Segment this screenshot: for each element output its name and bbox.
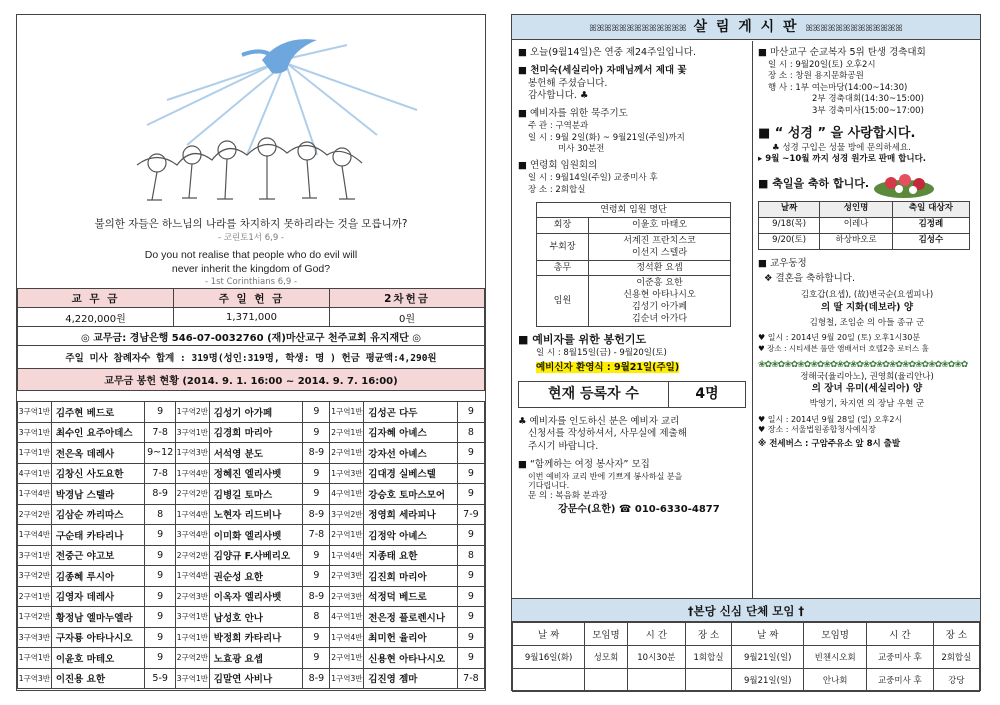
donor-months: 9 (145, 627, 176, 648)
donor-name: 김주현 베드로 (51, 402, 145, 423)
donor-name: 김대경 실베스텔 (364, 463, 458, 484)
schedule-cell (627, 669, 685, 692)
officer-row (537, 233, 731, 260)
schedule-table (512, 622, 980, 692)
donor-months: 9 (145, 566, 176, 587)
donor-name: 강승호 토마스모어 (364, 484, 458, 505)
donor-district: 1구역3반 (175, 443, 209, 464)
offering-header-sunday: 주 일 헌 금 (174, 289, 330, 308)
cover-illustration (17, 15, 485, 287)
donor-row (18, 504, 485, 525)
donor-district: 2구역1반 (330, 648, 364, 669)
donor-name: 서석영 분도 (209, 443, 303, 464)
donor-district: 2구역3반 (175, 586, 209, 607)
schedule-cell (513, 669, 585, 692)
donor-district: 2구역1반 (330, 443, 364, 464)
donor-months: 7-8 (145, 463, 176, 484)
schedule-cell: 2회합실 (933, 646, 979, 669)
feast-row (759, 233, 970, 249)
donor-months: 9 (457, 402, 484, 423)
schedule-header: 모임명 (585, 623, 627, 646)
left-page (16, 14, 486, 691)
offering-value-sunday: 1,371,000 (174, 308, 330, 327)
notice-bible-1: ♣ 성경 구입은 성물 방에 문의하세요. (772, 142, 911, 153)
donor-months: 9 (303, 545, 330, 566)
donor-months: 9 (457, 525, 484, 546)
offering-value-dues: 4,220,000원 (18, 308, 174, 327)
donor-name: 김경희 마리아 (209, 422, 303, 443)
notice-bible-2: ▸ 9월 ~10월 까지 성경 원가로 판매 합니다. (758, 154, 927, 165)
donor-months: 7-8 (457, 668, 484, 689)
officer-names: 이준흥 요한 신용현 아타나시오 김성기 아가페 김순녀 아가다 (589, 275, 731, 327)
donor-name: 최미헌 율리아 (364, 627, 458, 648)
feast-saint: 이레나 (820, 217, 893, 233)
donor-district: 2구역2반 (175, 484, 209, 505)
schedule-header: 날 짜 (732, 623, 804, 646)
schedule-row (513, 646, 980, 669)
donor-months: 8-9 (303, 668, 330, 689)
donor-name: 최수인 요주아데스 (51, 422, 145, 443)
notice-volunteer-1: 이번 예비자 교리 반에 기쁘게 봉사하실 분을 (528, 471, 683, 481)
donor-district: 3구역1반 (175, 607, 209, 628)
offering-table (17, 288, 485, 391)
donor-months: 8 (457, 545, 484, 566)
donor-district: 1구역4반 (175, 566, 209, 587)
wedding2-bride-parents: 정해국(율리아노), 권영희(율리안나) (800, 371, 934, 382)
scripture-ref-korean: - 코린토1서 6,9 - (217, 233, 284, 243)
feast-table (758, 201, 970, 250)
donor-district: 1구역1반 (18, 648, 52, 669)
right-page (511, 14, 981, 691)
schedule-cell: 안나회 (804, 669, 867, 692)
donor-months: 9 (457, 648, 484, 669)
donor-row (18, 586, 485, 607)
notice-martyrs-date: 일 시 : 9월20일(토) 오후2시 (768, 59, 876, 70)
notice-martyrs-part2: 2부 경축대회(14:30~15:00) (812, 94, 924, 105)
donor-name: 김종혜 루시아 (51, 566, 145, 587)
notice-wedding: ❖ 결혼을 축하합니다. (764, 273, 855, 285)
schedule-cell (685, 669, 731, 692)
schedule-cell: 교중미사 후 (867, 646, 934, 669)
bank-account: ◎ 교무금: 경남은행 546-07-0032760 (재)마산교구 천주교회 유지재단 ◎ (18, 327, 485, 346)
notice-meeting-date: 일 시 : 9월14일(주일) 교중미사 후 (528, 173, 658, 184)
scripture-quote-korean: 불의한 자들은 하느님의 나라를 차지하지 못하리라는 것을 모릅니까? (94, 218, 408, 230)
donor-months: 8 (303, 607, 330, 628)
donor-name: 정혜진 엘리사벳 (209, 463, 303, 484)
offering-header-second: 2차헌금 (330, 289, 485, 308)
donor-months: 9 (145, 586, 176, 607)
notice-guide-3: 주시기 바랍니다. (528, 441, 599, 453)
welcome-ceremony-highlight: 예비신자 환영식 : 9월21일(주일) (536, 361, 680, 373)
schedule-header: 장 소 (685, 623, 731, 646)
donor-name: 강자선 아녜스 (364, 443, 458, 464)
donor-row (18, 443, 485, 464)
bulletin-right-column (758, 47, 976, 451)
donor-name: 정영희 세라피나 (364, 504, 458, 525)
donor-name: 전중근 야고보 (51, 545, 145, 566)
notice-martyrs-part3: 3부 경축미사(15:00~17:00) (812, 105, 924, 116)
donor-name: 이윤호 마테오 (51, 648, 145, 669)
schedule-header: 날 짜 (513, 623, 585, 646)
donor-months: 9 (303, 566, 330, 587)
schedule-cell: 1회합실 (685, 646, 731, 669)
donor-district: 3구역2반 (330, 504, 364, 525)
donor-name: 김창신 사도요한 (51, 463, 145, 484)
donor-name: 김말연 사비나 (209, 668, 303, 689)
donor-row (18, 422, 485, 443)
officer-role: 회장 (537, 218, 589, 233)
donor-row (18, 648, 485, 669)
notice-volunteer-contact: 문 의 : 복음화 분과장 (528, 491, 608, 502)
donor-district: 2구역2반 (18, 504, 52, 525)
donor-months: 9 (457, 627, 484, 648)
schedule-cell: 9월21일(일) (732, 669, 804, 692)
bulletin-title: 살 림 게 시 판 (693, 19, 799, 35)
scripture-quote-english-1: Do you not realise that people who do evil will (144, 249, 358, 261)
bulletin-left-column (518, 47, 746, 516)
donor-months: 8 (457, 422, 484, 443)
officer-row (537, 275, 731, 327)
donor-district: 2구역2반 (175, 648, 209, 669)
schedule-cell: 교중미사 후 (867, 669, 934, 692)
donor-row (18, 566, 485, 587)
donor-name: 구순태 카타리나 (51, 525, 145, 546)
notice-flowers-2: 봉헌해 주셨습니다. (528, 77, 608, 89)
donor-name: 남성호 안나 (209, 607, 303, 628)
feast-date: 9/20(토) (759, 233, 820, 249)
schedule-cell: 강당 (933, 669, 979, 692)
donor-district: 3구역1반 (18, 545, 52, 566)
officer-row (537, 218, 731, 233)
donor-name: 황정남 엘마누엘라 (51, 607, 145, 628)
donor-name: 김삼순 까리따스 (51, 504, 145, 525)
donor-district: 3구역3반 (18, 627, 52, 648)
donor-months: 8 (145, 504, 176, 525)
officer-names: 이윤호 마태오 (589, 218, 731, 233)
donor-name: 권순성 요한 (209, 566, 303, 587)
donor-months: 9 (303, 627, 330, 648)
donor-district: 3구역1반 (18, 402, 52, 423)
officer-table-title: 연령회 임원 명단 (537, 203, 731, 218)
schedule-cell: 빈첸시오회 (804, 646, 867, 669)
donor-row (18, 668, 485, 689)
donor-name: 신용현 아타나시오 (364, 648, 458, 669)
donor-months: 5-9 (145, 668, 176, 689)
donor-name: 김자혜 아녜스 (364, 422, 458, 443)
donor-months: 7-9 (457, 504, 484, 525)
schedule-cell: 9월16일(화) (513, 646, 585, 669)
donor-name: 김진희 마리아 (364, 566, 458, 587)
notice-martyrs: ■ 마산교구 순교복자 5위 탄생 경축대회 (758, 47, 926, 58)
floral-divider: ❀✿❀✿❀✿❀✿❀✿❀✿❀✿❀✿❀✿❀✿❀✿❀✿❀✿❀✿❀✿❀✿ (758, 359, 968, 369)
schedule-cell: 성모회 (585, 646, 627, 669)
dancing-figures-illustration (17, 15, 485, 215)
donor-name: 김영자 데레사 (51, 586, 145, 607)
schedule-header: 시 간 (867, 623, 934, 646)
donor-district: 2구역1반 (330, 422, 364, 443)
donor-district: 2구역3반 (330, 586, 364, 607)
donor-district: 3구역2반 (18, 566, 52, 587)
donor-months: 9 (145, 607, 176, 628)
flower-bouquet-icon (869, 169, 939, 201)
schedule-cell (585, 669, 627, 692)
notice-volunteer-2: 기다립니다. (528, 481, 570, 491)
donor-district: 1구역1반 (18, 443, 52, 464)
donor-months: 7-8 (303, 525, 330, 546)
donor-district: 1구역4반 (175, 463, 209, 484)
wedding1-place: ♥ 장소 : 시티세븐 풀만 앰배서더 호텔2층 로터스 홀 (758, 343, 929, 353)
donor-name: 전은정 플로렌시나 (364, 607, 458, 628)
donor-name: 김성기 아가페 (209, 402, 303, 423)
donor-row (18, 463, 485, 484)
schedule-cell: 9월21일(일) (732, 646, 804, 669)
notice-prayer: ■ 예비자를 위한 봉헌기도 (518, 333, 647, 347)
donor-row (18, 525, 485, 546)
donor-months: 9 (457, 443, 484, 464)
feast-header-date: 날짜 (759, 201, 820, 217)
donor-district: 1구역4반 (330, 545, 364, 566)
officer-role: 총무 (537, 260, 589, 275)
title-decoration-left: ꕤꕤꕤꕤꕤꕤꕤꕤꕤꕤꕤꕤꕤ (589, 24, 687, 34)
donor-district: 1구역4반 (175, 504, 209, 525)
donor-district: 1구역4반 (18, 525, 52, 546)
donor-name: 이진용 요한 (51, 668, 145, 689)
donor-months: 8-9 (303, 504, 330, 525)
notice-meeting: ■ 연령회 임원회의 (518, 160, 598, 172)
donor-name: 이미화 엘리사벳 (209, 525, 303, 546)
notice-rosary-date: 일 시 : 9월 2일(화) ~ 9월21일(주일)까지 (528, 132, 685, 143)
scripture-ref-english: - 1st Corinthians 6,9 - (204, 277, 298, 287)
schedule-cell: 10시30분 (627, 646, 685, 669)
donor-months: 8-9 (303, 586, 330, 607)
donor-district: 2구역2반 (175, 545, 209, 566)
officer-table (536, 202, 731, 327)
wedding1-groom: 김형철, 조임순 의 아들 종규 군 (809, 317, 925, 328)
officer-role: 임원 (537, 275, 589, 327)
feast-header-saint: 성인명 (820, 201, 893, 217)
officer-role: 부회장 (537, 233, 589, 260)
feast-row (759, 217, 970, 233)
donor-name: 노현자 리드비나 (209, 504, 303, 525)
donor-months: 9 (303, 648, 330, 669)
donor-months: 9~12 (145, 443, 176, 464)
wedding2-groom: 박영기, 차지연 의 장남 우현 군 (809, 399, 925, 410)
notice-volunteer: ■ “함께하는 여정 봉사자” 모집 (518, 459, 650, 471)
donor-district: 3구역1반 (175, 668, 209, 689)
donor-district: 3구역4반 (175, 525, 209, 546)
donor-district: 2구역3반 (330, 566, 364, 587)
notice-martyrs-part1: 행 사 : 1부 여는마당(14:00~14:30) (768, 82, 908, 93)
donor-district: 4구역1반 (330, 607, 364, 628)
donor-row (18, 484, 485, 505)
donor-district: 1구역2반 (175, 402, 209, 423)
schedule-header: 모임명 (804, 623, 867, 646)
feast-date: 9/18(목) (759, 217, 820, 233)
donor-months: 9 (303, 463, 330, 484)
scripture-quote-english-2: never inherit the kingdom of God? (171, 263, 331, 275)
donor-row (18, 607, 485, 628)
notice-martyrs-place: 장 소 : 창원 용지문화공원 (768, 71, 864, 82)
column-divider (752, 41, 753, 598)
officer-row (537, 260, 731, 275)
donor-district: 4구역1반 (18, 463, 52, 484)
feast-header-person: 축일 대상자 (892, 201, 969, 217)
donor-months: 9 (145, 525, 176, 546)
wedding2-bus: ※ 전세버스 : 구암주유소 앞 8시 출발 (758, 439, 901, 450)
donor-district: 1구역1반 (330, 402, 364, 423)
donor-months: 9 (145, 402, 176, 423)
wedding2-date: ♥ 일시 : 2014년 9월 28일 (일) 오후2시 (758, 414, 903, 424)
title-decoration-right: ꕤꕤꕤꕤꕤꕤꕤꕤꕤꕤꕤꕤꕤ (805, 24, 903, 34)
donor-months: 9 (457, 607, 484, 628)
dues-report-title: 교무금 봉헌 현황 (2014. 9. 1. 16:00 ~ 2014. 9. 7. 16:00) (18, 369, 485, 391)
donor-months: 7-8 (145, 422, 176, 443)
donor-district: 1구역3반 (18, 668, 52, 689)
donor-row (18, 545, 485, 566)
notice-guide-2: 신청서를 작성하셔서, 사무실에 제출해 (528, 428, 687, 440)
notice-rosary-host: 주 관 : 구역분과 (528, 121, 589, 132)
notice-bible: ■ “ 성경 ” 을 사랑합시다. (758, 126, 916, 142)
bulletin-title-bar (512, 15, 980, 40)
donor-months: 8-9 (303, 443, 330, 464)
donor-name: 김양규 F.사베리오 (209, 545, 303, 566)
donor-name: 김정악 아녜스 (364, 525, 458, 546)
donor-months: 9 (145, 545, 176, 566)
donor-name: 전은옥 데레사 (51, 443, 145, 464)
donor-district: 1구역1반 (175, 627, 209, 648)
attendance-summary: 주일 미사 참례자수 합계 : 319명(성인:319명, 학생: 명 ) 헌금 평균액:4,290원 (18, 346, 485, 369)
officer-names: 정석환 요셉 (589, 260, 731, 275)
donor-name: 지종태 요한 (364, 545, 458, 566)
donor-district: 1구역3반 (330, 463, 364, 484)
wedding1-date: ♥ 일시 : 2014년 9월 20일 (토) 오후1시30분 (758, 333, 921, 343)
donor-district: 1구역2반 (18, 607, 52, 628)
wedding1-bride: 의 딸 지화(데보라) 양 (820, 301, 914, 313)
donor-district: 2구역1반 (18, 586, 52, 607)
donor-name: 이옥자 엘리사벳 (209, 586, 303, 607)
notice-prayer-date: 일 시 : 8월15일(금) - 9월20일(토) (536, 348, 667, 359)
notice-rosary: ■ 예비자를 위한 묵주기도 (518, 108, 628, 120)
donor-row (18, 402, 485, 423)
feast-saint: 하상바오로 (820, 233, 893, 249)
donor-district: 2구역1반 (330, 525, 364, 546)
notice-flowers-1: ■ 천미숙(세실리아) 자매님께서 제대 꽃 (518, 64, 687, 76)
notice-volunteer-phone: 강문수(요한) ☎ 010-6330-4877 (558, 503, 720, 515)
notice-rosary-time: 미사 30분전 (558, 144, 605, 154)
notice-guide-1: ♣ 예비자를 인도하신 분은 예비자 교리 (518, 415, 680, 427)
donor-months: 9 (457, 586, 484, 607)
registration-count-box (518, 381, 746, 408)
donor-name: 박정희 카타리나 (209, 627, 303, 648)
donor-district: 1구역3반 (330, 668, 364, 689)
donor-district: 1구역4반 (18, 484, 52, 505)
schedule-row (513, 669, 980, 692)
offering-header-dues: 교 무 금 (18, 289, 174, 308)
donor-months: 8-9 (145, 484, 176, 505)
donor-name: 노효광 요셉 (209, 648, 303, 669)
notice-sunday: ■ 오늘(9월14일)은 연중 제24주일입니다. (518, 47, 696, 58)
wedding2-place: ♥ 장소 : 서울법원종합청사예식장 (758, 425, 876, 435)
notice-parishioners: ■ 교우동정 (758, 257, 807, 269)
donor-name: 김병길 토마스 (209, 484, 303, 505)
donor-district: 3구역1반 (175, 422, 209, 443)
donor-row (18, 627, 485, 648)
donor-name: 구자룡 아타나시오 (51, 627, 145, 648)
donor-months: 9 (457, 463, 484, 484)
donor-months: 9 (303, 484, 330, 505)
donor-district: 1구역4반 (330, 627, 364, 648)
schedule-header: 장 소 (933, 623, 979, 646)
feast-person: 김정례 (892, 217, 969, 233)
donor-name: 김진영 젬마 (364, 668, 458, 689)
wedding2-bride: 의 장녀 유미(세실리아) 양 (811, 383, 923, 395)
donor-months: 9 (145, 648, 176, 669)
donor-name: 박경남 스텔라 (51, 484, 145, 505)
feast-person: 김성수 (892, 233, 969, 249)
donor-months: 9 (303, 402, 330, 423)
donor-table (17, 401, 485, 689)
registration-label: 현재 등록자 수 (519, 382, 669, 407)
notice-flowers-3: 감사합니다. ♣ (528, 90, 589, 102)
donor-months: 9 (303, 422, 330, 443)
schedule-header: 시 간 (627, 623, 685, 646)
donor-months: 9 (457, 484, 484, 505)
donor-district: 3구역1반 (18, 422, 52, 443)
wedding1-bride-parents: 김호갑(요셉), (故)변국순(요셉피나) (800, 290, 934, 301)
officer-names: 서계진 프란치스코 이선지 스텔라 (589, 233, 731, 260)
offering-value-second: 0원 (330, 308, 485, 327)
schedule-title: †본당 신심 단체 모임 † (512, 598, 980, 622)
donor-name: 석정덕 베드로 (364, 586, 458, 607)
donor-name: 김성곤 다두 (364, 402, 458, 423)
donor-district: 4구역1반 (330, 484, 364, 505)
notice-meeting-place: 장 소 : 2회합실 (528, 184, 586, 195)
registration-value: 4명 (695, 385, 719, 402)
notice-feast: ■ 축일을 축하 합니다. (758, 177, 870, 191)
donor-months: 9 (457, 566, 484, 587)
